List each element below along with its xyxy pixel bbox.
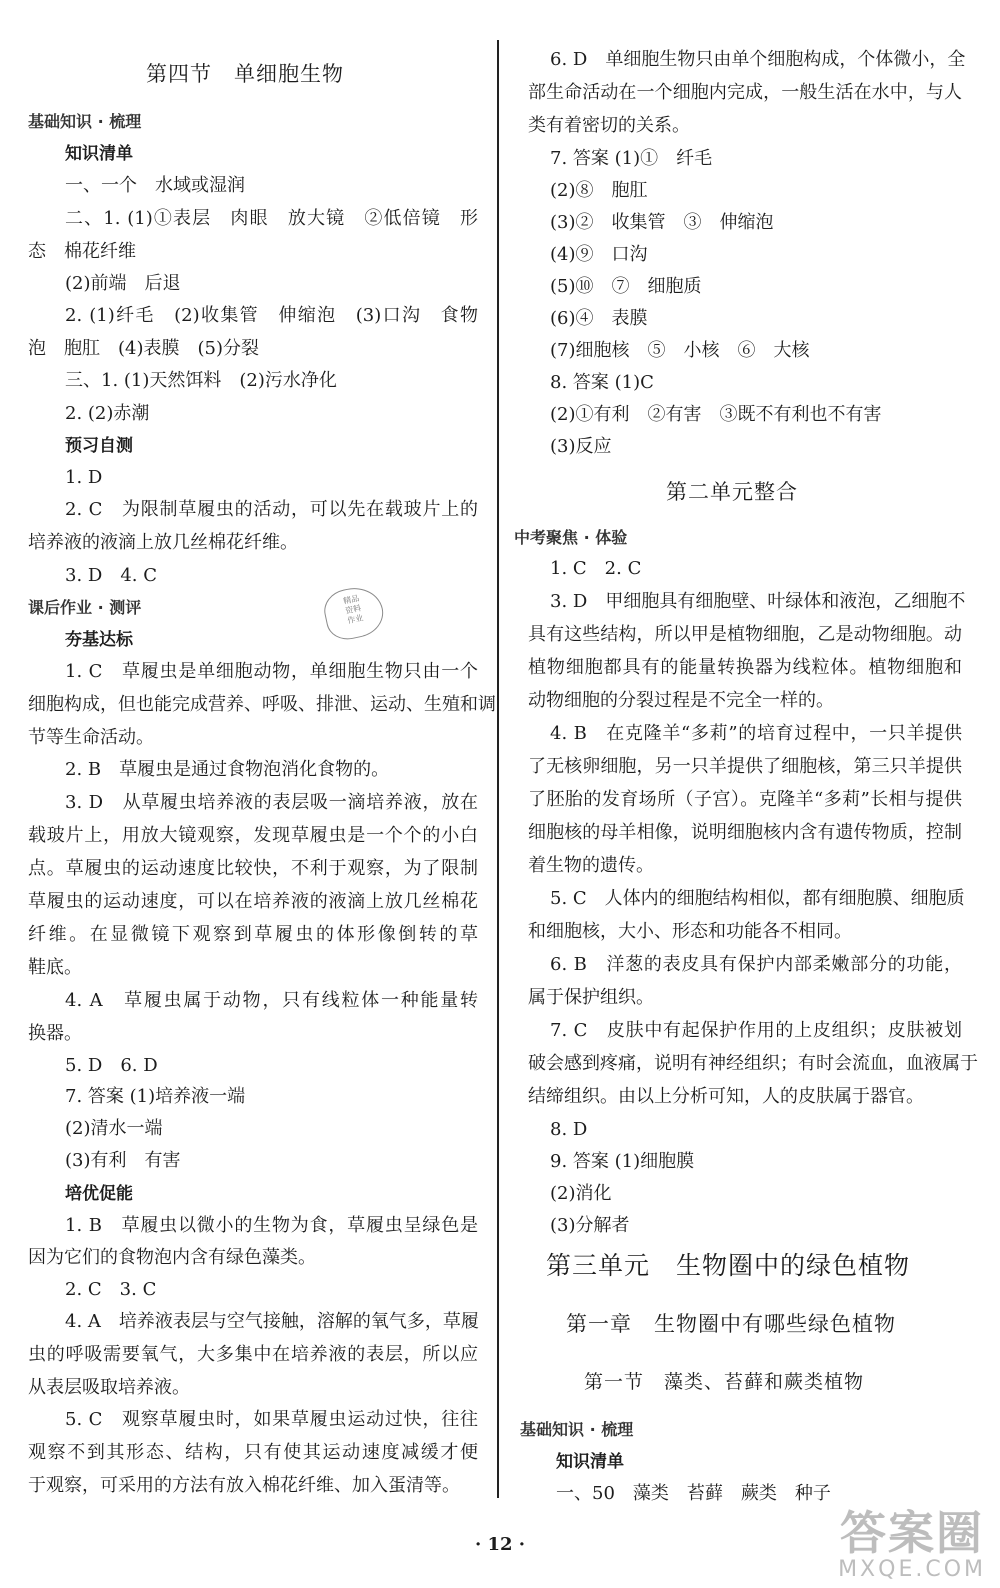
text-line: 4. B 在克隆羊“多莉”的培育过程中，一只羊提供: [550, 723, 962, 744]
text-line: 3. D 4. C: [65, 565, 157, 586]
text-line: 5. D 6. D: [65, 1055, 158, 1076]
text-line: 细胞核的母羊相像，说明细胞核内含有遗传物质，控制: [528, 822, 962, 843]
text-line: 细胞构成，但也能完成营养、呼吸、排泄、运动、生殖和调: [28, 694, 496, 715]
text-line: 一、50 藻类 苔藓 蕨类 种子: [556, 1483, 831, 1504]
stamp-logo: 精品 资料 作业: [320, 583, 387, 644]
column-divider: [497, 40, 499, 1498]
text-line: 5. C 观察草履虫时，如果草履虫运动过快，往往: [65, 1409, 478, 1430]
text-line: 7. 答案 (1)① 纤毛: [550, 148, 713, 169]
text-line: 从表层吸取培养液。: [28, 1377, 190, 1398]
subheading-knowledge-list: 知识清单: [65, 144, 133, 164]
heading-basic-knowledge: 基础知识 · 梳理: [28, 112, 142, 131]
text-line: (2)清水一端: [65, 1118, 163, 1139]
page-number: · 12 ·: [474, 1534, 526, 1555]
text-line: 7. 答案 (1)培养液一端: [65, 1086, 246, 1107]
text-line: 6. D 单细胞生物只由单个细胞构成，个体微小，全: [550, 49, 966, 70]
text-line: 因为它们的食物泡内含有绿色藻类。: [28, 1247, 316, 1268]
text-line: 泡 胞肛 (4)表膜 (5)分裂: [28, 338, 259, 359]
text-line: (4)⑨ 口沟: [550, 244, 648, 265]
text-line: 1. C 草履虫是单细胞动物，单细胞生物只由一个: [65, 661, 478, 682]
text-line: 9. 答案 (1)细胞膜: [550, 1151, 695, 1172]
text-line: (2)①有利 ②有害 ③既不有利也不有害: [550, 404, 882, 425]
text-line: 4. A 培养液表层与空气接触，溶解的氧气多，草履: [65, 1311, 479, 1332]
text-line: 4. A 草履虫属于动物，只有线粒体一种能量转: [65, 990, 478, 1011]
text-line: (5)⑩ ⑦ 细胞质: [550, 276, 702, 297]
text-line: 和细胞核，大小、形态和功能各不相同。: [528, 921, 852, 942]
text-line: (3)分解者: [550, 1215, 630, 1236]
heading-basic-knowledge-2: 基础知识 · 梳理: [520, 1420, 634, 1439]
text-line: 类有着密切的关系。: [528, 115, 690, 136]
text-line: 三、1. (1)天然饵料 (2)污水净化: [65, 370, 337, 391]
text-line: 3. D 从草履虫培养液的表层吸一滴培养液，放在: [65, 792, 478, 813]
subheading-preview-test: 预习自测: [65, 436, 133, 456]
watermark-url: MXQE.COM: [838, 1557, 986, 1582]
text-line: 7. C 皮肤中有起保护作用的上皮组织；皮肤被划: [550, 1020, 962, 1041]
text-line: 培养液的液滴上放几丝棉花纤维。: [28, 532, 298, 553]
text-line: (2)消化: [550, 1183, 612, 1204]
text-line: 6. B 洋葱的表皮具有保护内部柔嫩部分的功能，: [550, 954, 962, 975]
subheading-basic-practice: 夯基达标: [65, 630, 133, 650]
text-line: 1. B 草履虫以微小的生物为食，草履虫呈绿色是: [65, 1215, 478, 1236]
text-line: 载玻片上，用放大镜观察，发现草履虫是一个个的小白: [28, 825, 478, 846]
text-line: 一、一个 水域或湿润: [65, 175, 245, 196]
text-line: 2. (2)赤潮: [65, 403, 150, 424]
text-line: 2. (1)纤毛 (2)收集管 伸缩泡 (3)口沟 食物: [65, 305, 478, 326]
section2-title: 第一节 藻类、苔藓和蕨类植物: [584, 1371, 865, 1393]
text-line: 破会感到疼痛，说明有神经组织；有时会流血，血液属于: [528, 1053, 978, 1074]
section-title: 第四节 单细胞生物: [146, 62, 344, 86]
chapter-title: 第一章 生物圈中有哪些绿色植物: [566, 1312, 896, 1336]
text-line: 于观察，可采用的方法有放入棉花纤维、加入蛋清等。: [28, 1475, 460, 1496]
text-line: (6)④ 表膜: [550, 308, 648, 329]
unit3-title: 第三单元 生物圈中的绿色植物: [546, 1251, 911, 1280]
text-line: 2. C 3. C: [65, 1279, 157, 1300]
text-line: 鞋底。: [28, 957, 82, 978]
text-line: 纤维。在显微镜下观察到草履虫的体形像倒转的草: [28, 924, 478, 945]
text-line: (3)有利 有害: [65, 1150, 181, 1171]
text-line: 点。草履虫的运动速度比较快，不利于观察，为了限制: [28, 858, 478, 879]
text-line: 2. C 为限制草履虫的活动，可以先在载玻片上的: [65, 499, 478, 520]
text-line: 1. C 2. C: [550, 558, 642, 579]
text-line: 态 棉花纤维: [28, 241, 136, 262]
text-line: 部生命活动在一个细胞内完成，一般生活在水中，与人: [528, 82, 962, 103]
text-line: 1. D: [65, 467, 103, 488]
subheading-improve: 培优促能: [65, 1184, 133, 1204]
text-line: 二、1. (1)①表层 肉眼 放大镜 ②低倍镜 形: [65, 208, 478, 229]
text-line: 3. D 甲细胞具有细胞壁、叶绿体和液泡，乙细胞不: [550, 591, 966, 612]
text-line: 植物细胞都具有的能量转换器为线粒体。植物细胞和: [528, 657, 962, 678]
text-line: 了胚胎的发育场所（子宫）。克隆羊“多莉”长相与提供: [528, 789, 962, 810]
text-line: 8. 答案 (1)C: [550, 372, 654, 393]
text-line: 5. C 人体内的细胞结构相似，都有细胞膜、细胞质: [550, 888, 965, 909]
text-line: 观察不到其形态、结构，只有使其运动速度减缓才便: [28, 1442, 478, 1463]
text-line: 动物细胞的分裂过程是不完全一样的。: [528, 690, 834, 711]
watermark-logo: [838, 1508, 986, 1582]
text-line: 属于保护组织。: [528, 987, 654, 1008]
text-line: 虫的呼吸需要氧气，大多集中在培养液的表层，所以应: [28, 1344, 478, 1365]
text-line: (2)前端 后退: [65, 273, 181, 294]
heading-exam-focus: 中考聚焦 · 体验: [514, 528, 628, 547]
text-line: (3)② 收集管 ③ 伸缩泡: [550, 212, 774, 233]
text-line: 了无核卵细胞，另一只羊提供了细胞核，第三只羊提供: [528, 756, 962, 777]
text-line: (3)反应: [550, 436, 612, 457]
watermark-text: 答案圈: [840, 1506, 985, 1560]
text-line: (2)⑧ 胞肛: [550, 180, 648, 201]
text-line: 换器。: [28, 1023, 82, 1044]
text-line: 草履虫的运动速度，可以在培养液的液滴上放几丝棉花: [28, 891, 478, 912]
subheading-knowledge-list-2: 知识清单: [556, 1452, 624, 1472]
heading-after-class: 课后作业 · 测评: [28, 598, 142, 617]
text-line: 2. B 草履虫是通过食物泡消化食物的。: [65, 759, 390, 780]
text-line: 8. D: [550, 1119, 588, 1140]
unit-title: 第二单元整合: [666, 480, 798, 504]
text-line: 结缔组织。由以上分析可知，人的皮肤属于器官。: [528, 1086, 924, 1107]
text-line: 节等生命活动。: [28, 727, 154, 748]
text-line: 具有这些结构，所以甲是植物细胞，乙是动物细胞。动: [528, 624, 962, 645]
text-line: (7)细胞核 ⑤ 小核 ⑥ 大核: [550, 340, 810, 361]
text-line: 着生物的遗传。: [528, 855, 654, 876]
